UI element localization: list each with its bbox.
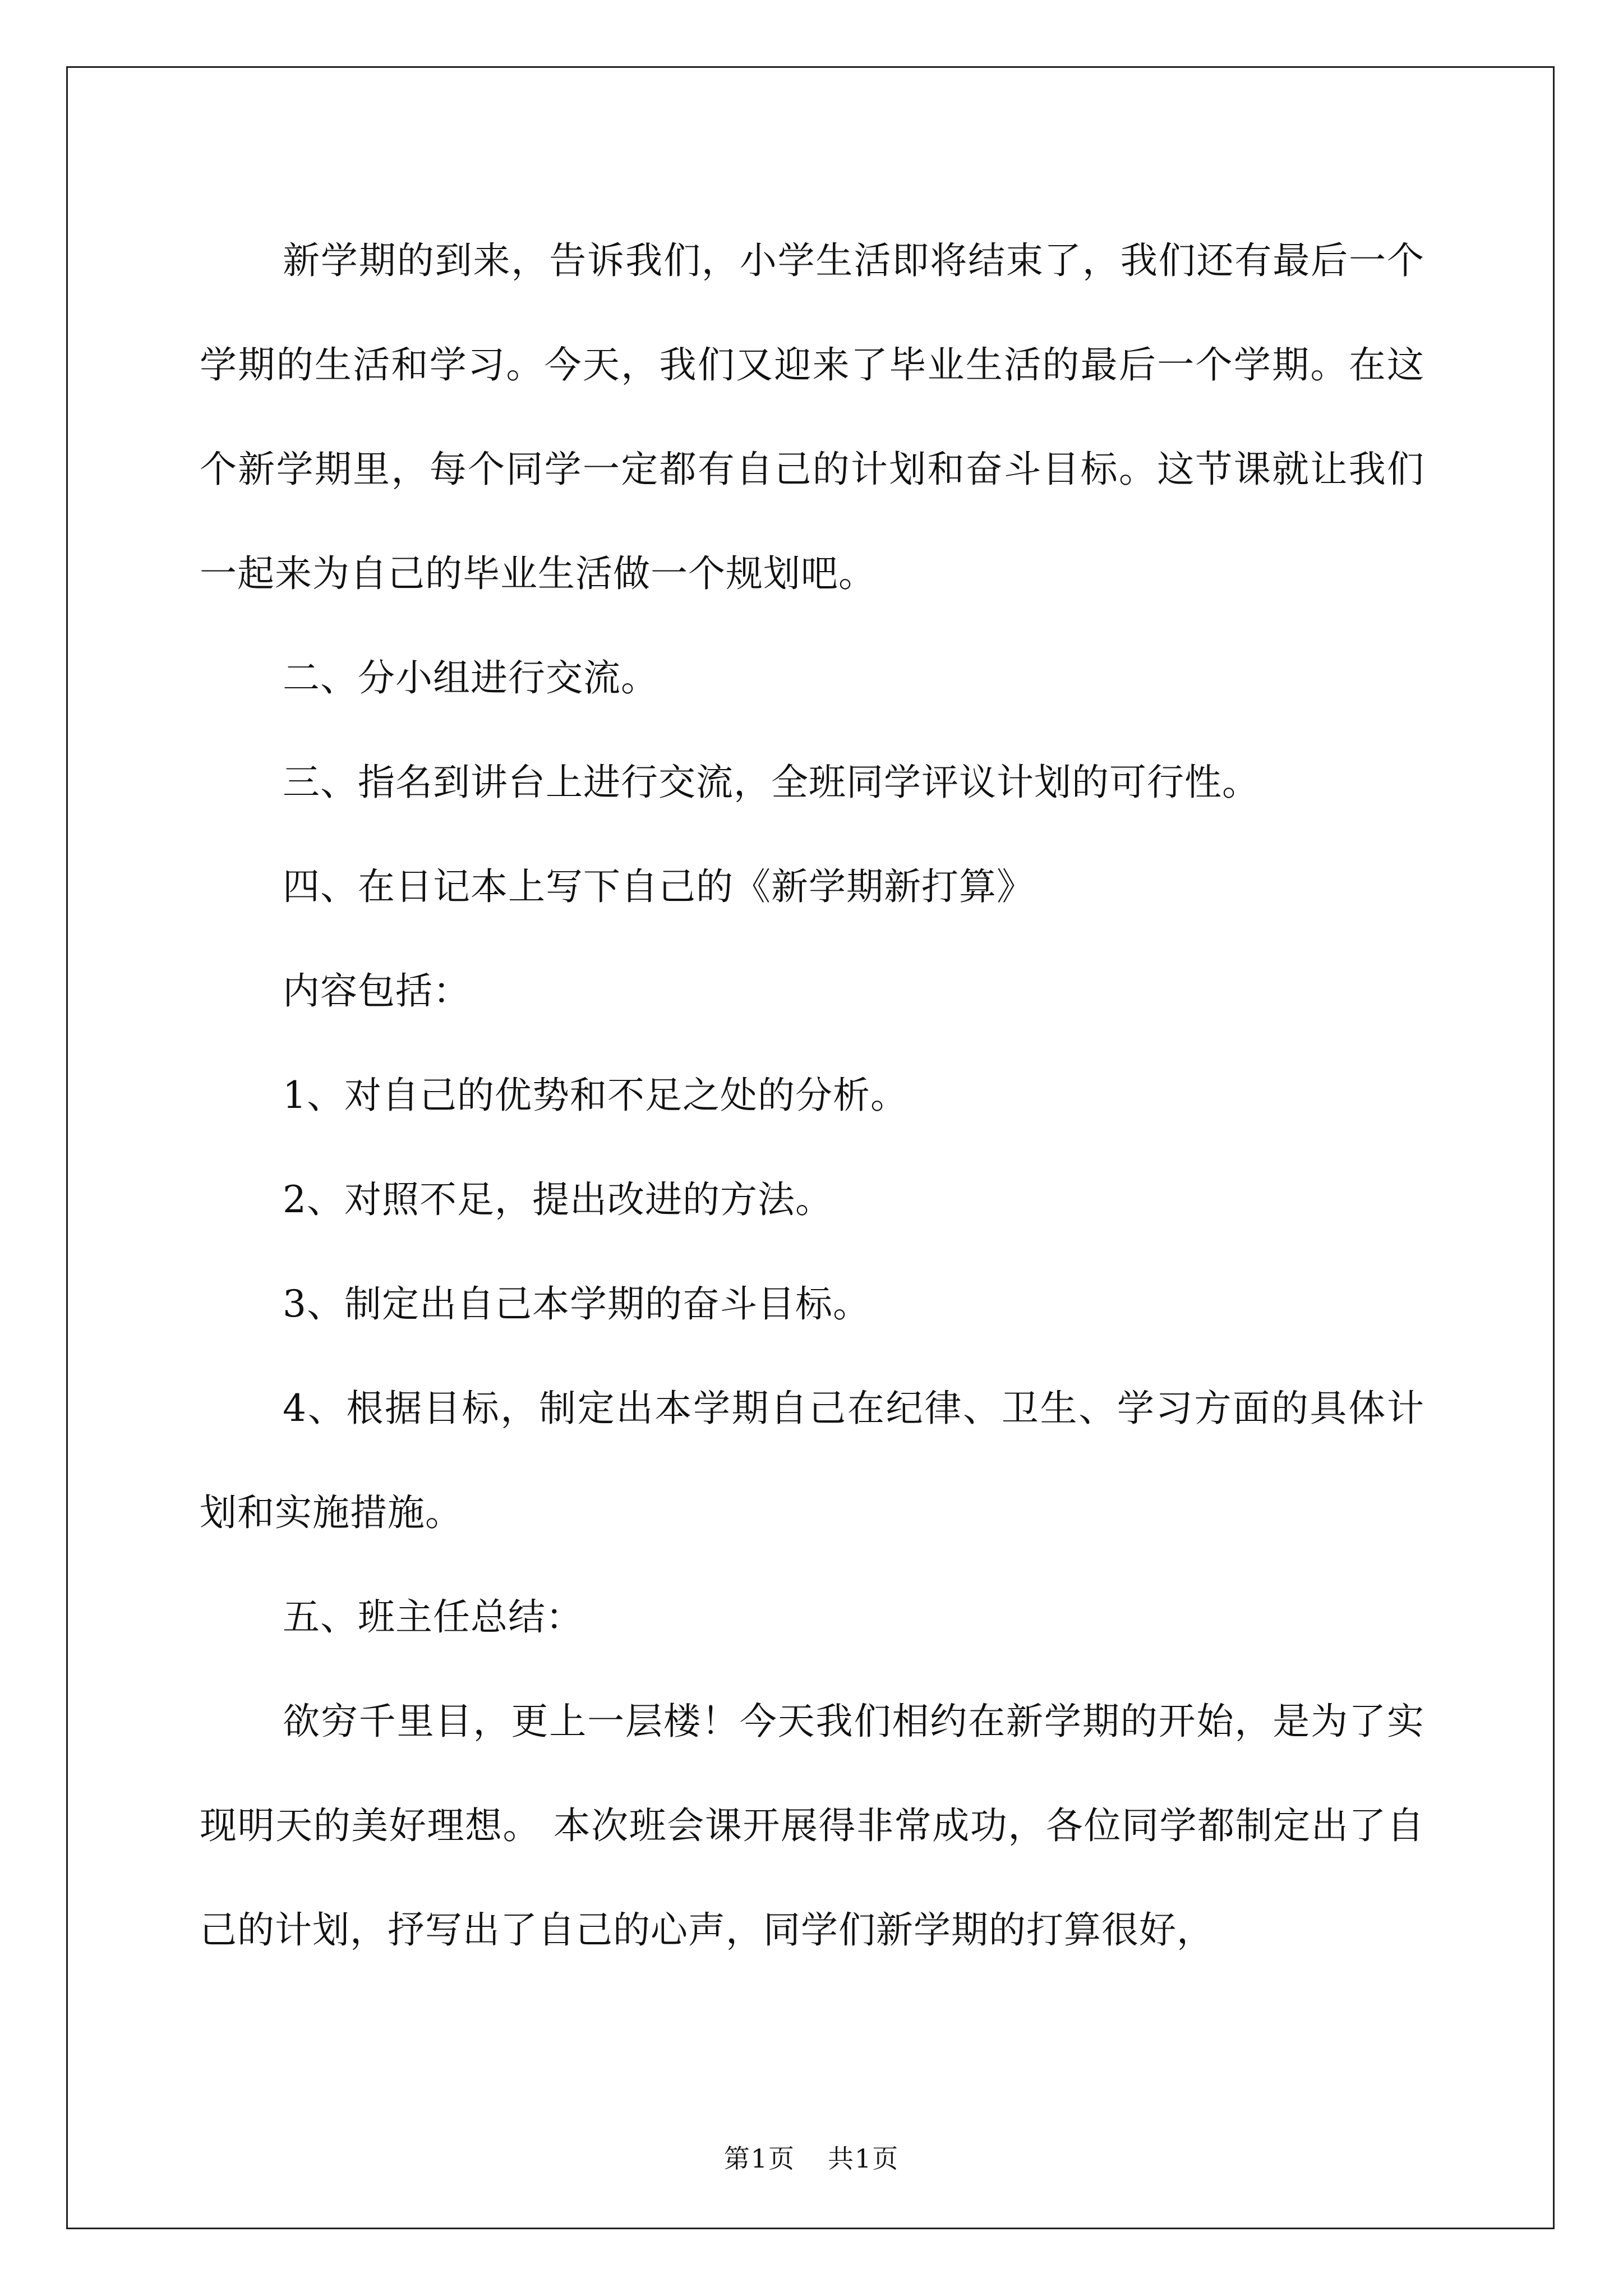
paragraph-step-3: 三、指名到讲台上进行交流，全班同学评议计划的可行性。: [283, 761, 1260, 804]
paragraph-step-2: 二、分小组进行交流。: [283, 656, 658, 700]
paragraph-step-5: 五、班主任总结：: [283, 1595, 583, 1639]
paragraph-contents-heading: 内容包括：: [283, 969, 471, 1013]
paragraph-summary: 欲穷千里目，更上一层楼！今天我们相约在新学期的开始，是为了实现明天的美好理想。 本次班会课开展得非常成功，各位同学都制定出了自己的计划，抒写出了自己的心声，同学们新学期的打算很好，: [200, 1700, 1424, 1952]
page-total: 共1页: [828, 2143, 900, 2174]
list-item-2: 2、对照不足，提出改进的方法。: [283, 1178, 833, 1221]
paragraph-step-4: 四、在日记本上写下自己的《新学期新打算》: [283, 865, 1034, 908]
document-body: [200, 209, 1424, 1982]
list-item-1: 1、对自己的优势和不足之处的分析。: [283, 1074, 908, 1117]
page-footer: [0, 2142, 1623, 2175]
paragraph-intro: 新学期的到来，告诉我们，小学生活即将结束了，我们还有最后一个学期的生活和学习。今天，我们又迎来了毕业生活的最后一个学期。在这个新学期里，每个同学一定都有自己的计划和奋斗目标。这节课就让我们一起来为自己的毕业生活做一个规划吧。: [200, 239, 1424, 595]
page-number: 第1页: [723, 2143, 795, 2174]
list-item-4: 4、根据目标，制定出本学期自己在纪律、卫生、学习方面的具体计划和实施措施。: [200, 1387, 1424, 1534]
list-item-3: 3、制定出自己本学期的奋斗目标。: [283, 1282, 870, 1326]
